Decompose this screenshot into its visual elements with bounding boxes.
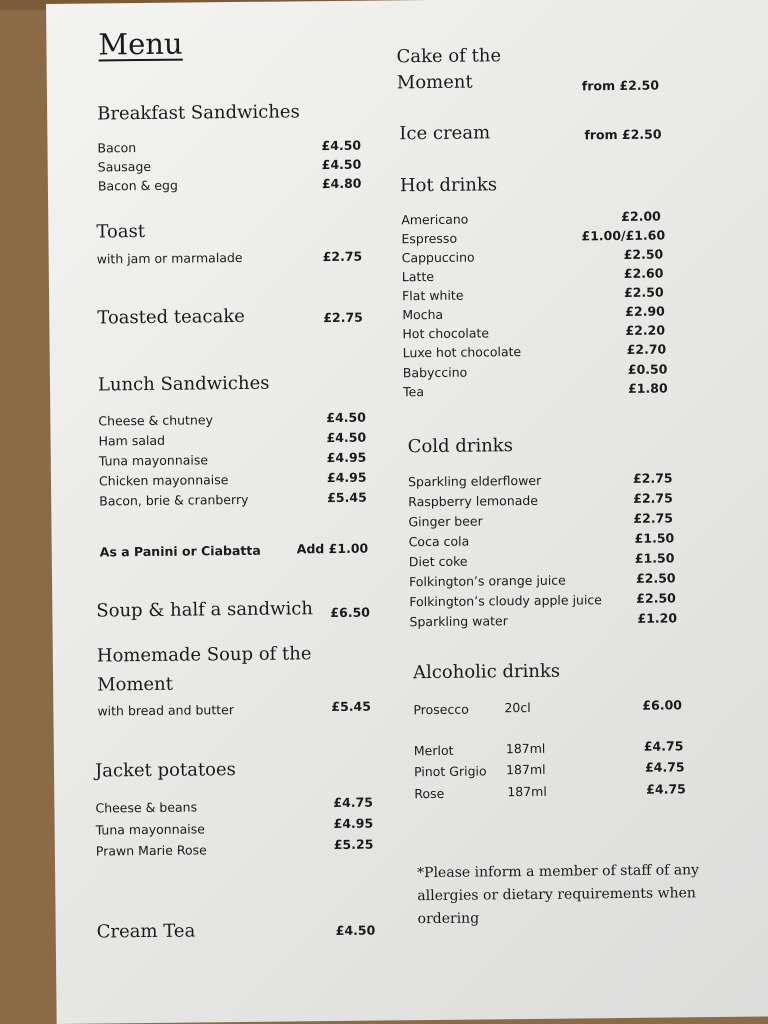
alcoholic-heading: Alcoholic drinks — [412, 660, 561, 684]
lunch-heading: Lunch Sandwiches — [97, 372, 270, 396]
lunch-item-name: Bacon, brie & cranberry — [99, 491, 249, 509]
cream-tea-price: £4.50 — [335, 922, 376, 939]
allergy-note: *Please inform a member of staff of any allergies or dietary requirements when ordering — [417, 862, 700, 928]
cold-drinks-heading: Cold drinks — [407, 435, 513, 458]
alcoholic-drink-name: Merlot — [413, 742, 454, 759]
cold-drink-price: £2.50 — [635, 570, 676, 586]
alcoholic-drink-size: 187ml — [507, 783, 547, 800]
breakfast-heading: Breakfast Sandwiches — [97, 101, 300, 125]
hot-drink-price: £2.90 — [625, 303, 665, 319]
cold-drink-price: £2.75 — [633, 490, 673, 506]
hot-drink-name: Mocha — [402, 306, 444, 323]
homemade-soup-description: with bread and butter — [97, 702, 235, 719]
jacket-heading: Jacket potatoes — [94, 759, 236, 782]
hot-drink-name: Americano — [401, 211, 469, 228]
alcoholic-drink-name: Rose — [414, 785, 445, 802]
teacake-price: £2.75 — [323, 309, 363, 326]
hot-drink-price: £2.00 — [621, 208, 661, 224]
lunch-item-name: Ham salad — [98, 432, 166, 449]
jacket-item-price: £4.95 — [333, 815, 374, 832]
jacket-item-price: £5.25 — [333, 836, 374, 853]
cold-drink-name: Ginger beer — [408, 513, 483, 530]
soup-half-price: £6.50 — [330, 604, 371, 621]
toast-heading: Toast — [96, 220, 146, 243]
panini-price: Add £1.00 — [296, 540, 369, 557]
lunch-item-price: £4.50 — [326, 429, 367, 446]
jacket-item-name: Prawn Marie Rose — [95, 842, 207, 859]
panini-option: As a Panini or Ciabatta — [99, 542, 261, 560]
cake-heading-cont: Moment — [396, 71, 473, 94]
hot-drink-price: £2.60 — [623, 265, 664, 281]
cold-drink-price: £2.50 — [636, 590, 676, 606]
hot-drink-name: Luxe hot chocolate — [402, 344, 522, 361]
hot-drink-name: Tea — [403, 384, 425, 400]
teacake-heading: Toasted teacake — [97, 305, 245, 329]
breakfast-item-price: £4.80 — [321, 175, 362, 192]
lunch-item-price: £4.95 — [326, 469, 367, 486]
lunch-item-price: £4.50 — [326, 409, 366, 426]
alcoholic-drink-price: £4.75 — [643, 738, 684, 754]
alcoholic-drink-price: £4.75 — [644, 759, 685, 775]
ice-cream-price: from £2.50 — [584, 126, 662, 143]
lunch-item-name: Tuna mayonnaise — [98, 452, 209, 469]
cold-drink-name: Sparkling elderflower — [407, 472, 542, 490]
toast-description: with jam or marmalade — [96, 249, 243, 267]
breakfast-item-price: £4.50 — [321, 156, 362, 173]
lunch-item-price: £4.95 — [326, 449, 367, 466]
alcoholic-drink-price: £6.00 — [642, 697, 682, 713]
toast-price: £2.75 — [322, 248, 363, 265]
hot-drink-price: £2.50 — [623, 246, 664, 262]
jacket-item-name: Tuna mayonnaise — [95, 821, 206, 838]
alcoholic-drink-name: Pinot Grigio — [413, 763, 487, 780]
hot-drink-price: £2.50 — [623, 284, 664, 300]
hot-drink-price: £1.80 — [627, 380, 668, 396]
alcoholic-drink-size: 187ml — [505, 740, 546, 757]
cold-drink-name: Folkington’s orange juice — [408, 572, 566, 590]
breakfast-item-name: Sausage — [97, 158, 152, 175]
lunch-item-name: Cheese & chutney — [98, 412, 214, 429]
hot-drink-name: Cappuccino — [401, 249, 475, 266]
soup-half-heading: Soup & half a sandwich — [96, 598, 314, 622]
jacket-item-name: Cheese & beans — [95, 799, 198, 816]
lunch-item-name: Chicken mayonnaise — [98, 472, 229, 489]
hot-drink-name: Babyccino — [402, 364, 468, 381]
cold-drink-name: Raspberry lemonade — [408, 492, 539, 510]
ice-cream-heading: Ice cream — [399, 122, 491, 145]
hot-drink-name: Flat white — [401, 287, 464, 304]
alcoholic-drink-size: 20cl — [504, 699, 531, 716]
breakfast-item-name: Bacon — [97, 140, 137, 156]
alcoholic-drink-price: £4.75 — [646, 781, 686, 797]
homemade-soup-heading: Homemade Soup of the — [96, 643, 312, 667]
cold-drink-price: £1.50 — [634, 530, 675, 546]
cold-drink-name: Folkington’s cloudy apple juice — [409, 592, 603, 610]
cold-drink-name: Coca cola — [408, 533, 470, 550]
cream-tea-heading: Cream Tea — [96, 920, 196, 943]
jacket-item-price: £4.75 — [333, 794, 374, 811]
cold-drink-price: £1.20 — [637, 610, 678, 626]
lunch-item-price: £5.45 — [327, 489, 367, 506]
breakfast-item-price: £4.50 — [321, 137, 362, 154]
hot-drink-price: £0.50 — [627, 361, 668, 377]
hot-drink-name: Hot chocolate — [402, 325, 490, 342]
hot-drink-price: £2.20 — [625, 322, 666, 338]
breakfast-item-name: Bacon & egg — [97, 177, 178, 194]
hot-drink-name: Latte — [401, 268, 435, 285]
homemade-soup-heading-cont: Moment — [97, 673, 174, 696]
alcoholic-drink-name: Prosecco — [413, 701, 469, 718]
alcoholic-drink-size: 187ml — [505, 761, 546, 778]
menu-title: Menu — [98, 26, 183, 62]
cold-drink-name: Diet coke — [408, 553, 468, 570]
hot-drink-price: £2.70 — [626, 341, 667, 357]
cold-drink-price: £2.75 — [633, 510, 674, 526]
hot-drink-price: £1.00/£1.60 — [581, 227, 666, 244]
homemade-soup-price: £5.45 — [331, 698, 371, 715]
cold-drink-price: £1.50 — [634, 550, 675, 566]
cake-price: from £2.50 — [581, 77, 660, 94]
cold-drink-name: Sparkling water — [409, 613, 508, 630]
hot-drink-name: Espresso — [401, 230, 458, 247]
menu-sheet — [46, 0, 768, 1024]
hot-drinks-heading: Hot drinks — [399, 174, 498, 197]
cake-heading: Cake of the — [396, 45, 502, 68]
cold-drink-price: £2.75 — [632, 470, 673, 486]
